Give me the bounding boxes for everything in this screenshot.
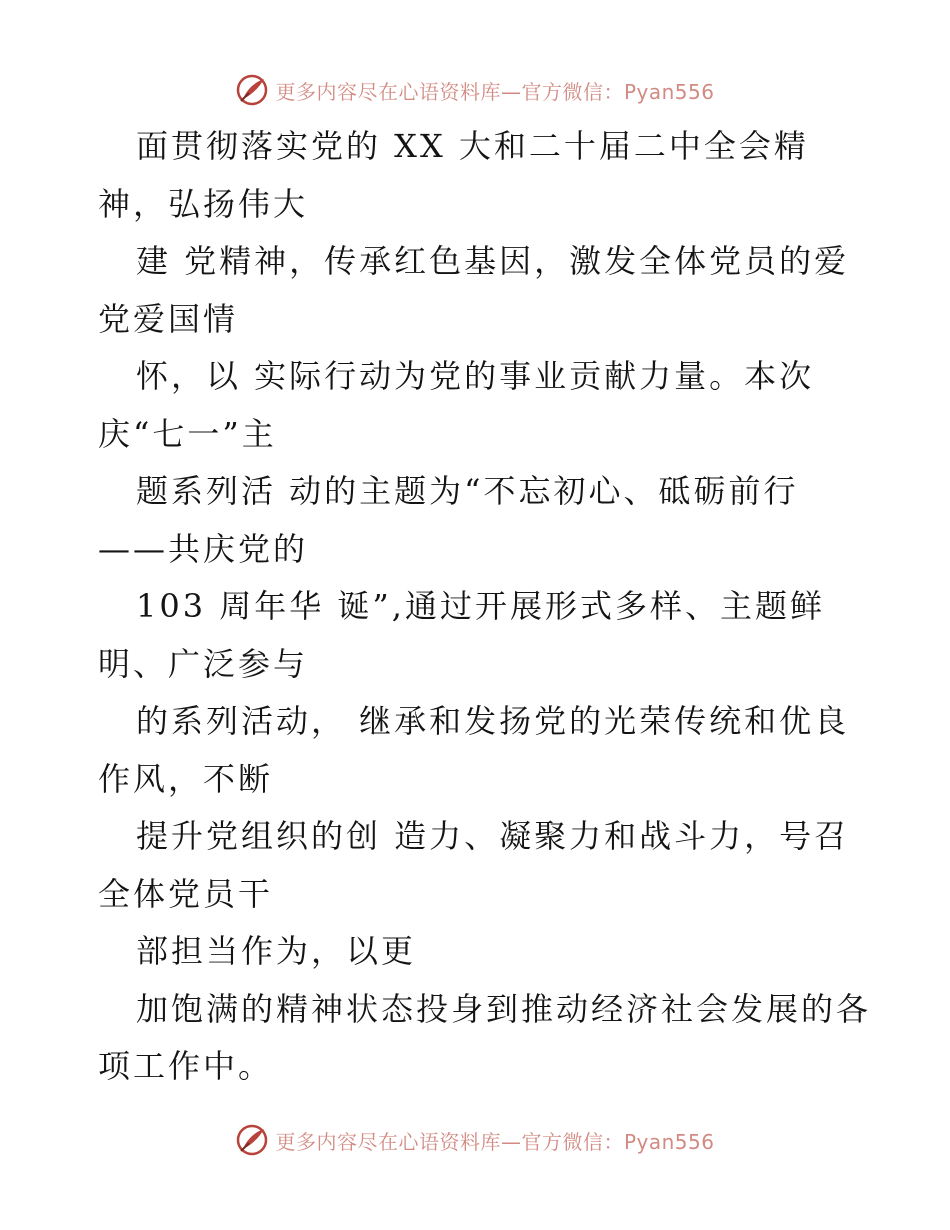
text-line: 面贯彻落实党的 XX 大和二十届二中全会精 <box>136 127 809 165</box>
text-line: 提升党组织的创 造力、凝聚力和战斗力，号召 <box>136 817 850 855</box>
watermark-text: 更多内容尽在心语资料库—官方微信：Pyan556 <box>275 79 715 104</box>
text-line: 建 党精神，传承红色基因，激发全体党员的爱 <box>136 242 850 280</box>
text-line: 神，弘扬伟大 <box>98 184 309 223</box>
header-watermark <box>0 70 950 110</box>
watermark-text: 更多内容尽在心语资料库—官方微信：Pyan556 <box>275 1129 715 1154</box>
text-line: 全体党员干 <box>98 874 274 913</box>
document-body <box>98 118 888 1096</box>
text-line: 党爱国情 <box>98 299 239 338</box>
text-line: ——共庆党的 <box>98 529 309 568</box>
text-line: 103 周年华 诞”,通过开展形式多样、主题鲜 <box>136 587 825 625</box>
text-line: 部担当作为，以更 <box>136 932 417 970</box>
text-line: 项工作中。 <box>98 1047 274 1085</box>
text-line: 的系列活动， 继承和发扬党的光荣传统和优良 <box>136 702 850 740</box>
text-line: 庆“七一”主 <box>98 414 277 453</box>
text-line: 加饱满的精神状态投身到推动经济社会发展的各 <box>136 989 872 1028</box>
footer-watermark <box>0 1120 950 1160</box>
feather-pen-logo-icon <box>235 1123 269 1157</box>
text-line: 题系列活 动的主题为“不忘初心、砥砺前行 <box>136 472 799 510</box>
text-line: 明、广泛参与 <box>98 644 309 683</box>
feather-pen-logo-icon <box>235 73 269 107</box>
text-line: 作风，不断 <box>98 759 274 798</box>
text-line: 怀，以 实际行动为党的事业贡献力量。本次 <box>136 357 815 395</box>
